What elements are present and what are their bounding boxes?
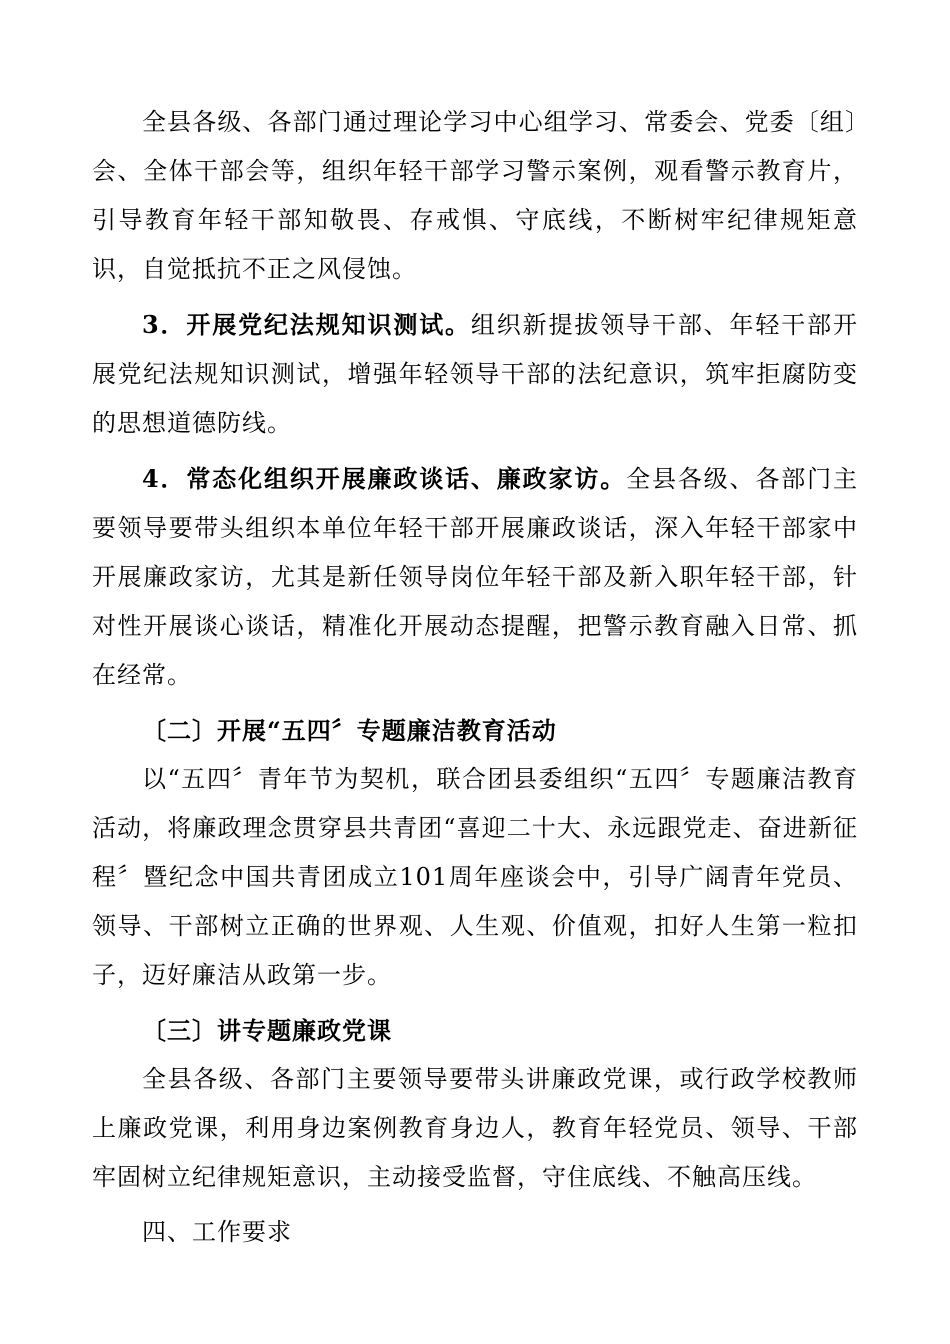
- section-3-heading: [92, 1006, 858, 1055]
- section-4-heading: [92, 1208, 858, 1257]
- section-2-heading: [92, 706, 858, 755]
- item-3-lead: 3．开展党纪法规知识测试。: [142, 310, 471, 339]
- section-3-body: 全县各级、各部门主要领导要带头讲廉政党课，或行政学校教师上廉政党课，利用身边案例教育身边人，教育年轻党员、领导、干部牢固树立纪律规矩意识，主动接受监督，守住底线、不触高压线。: [92, 1065, 858, 1191]
- section-4-heading-text: 四、工作要求: [142, 1218, 292, 1246]
- section-2-heading-text: 〔二〕开展“五四〞专题廉洁教育活动: [142, 716, 557, 745]
- item-4-lead: 4．常态化组织开展廉政谈话、廉政家访。: [142, 464, 627, 493]
- section-3-paragraph: [92, 1055, 858, 1202]
- item-4-paragraph: [92, 454, 858, 700]
- section-3-heading-text: 〔三〕讲专题廉政党课: [142, 1016, 392, 1045]
- item-3-paragraph: [92, 300, 858, 448]
- paragraph-warning-education: [92, 98, 858, 294]
- section-2-paragraph: [92, 755, 858, 1000]
- item-3-body: 组织新提拔领导干部、年轻干部开展党纪法规知识测试，增强年轻领导干部的法纪意识，筑牢拒腐防变的思想道德防线。: [92, 311, 859, 437]
- document-body: [92, 98, 858, 1257]
- section-2-body: 以“五四〞青年节为契机，联合团县委组织“五四〞专题廉洁教育活动，将廉政理念贯穿县共青团“喜迎二十大、永远跟党走、奋进新征程〞暨纪念中国共青团成立101周年座谈会中，引导广阔青年党员、领导、干部树立正确的世界观、人生观、价值观，扣好人生第一粒扣子，迈好廉洁从政第一步。: [92, 765, 858, 989]
- item-4-body: 全县各级、各部门主要领导要带头组织本单位年轻干部开展廉政谈话，深入年轻干部家中开展廉政家访，尤其是新任领导岗位年轻干部及新入职年轻干部，针对性开展谈心谈话，精准化开展动态提醒，把警示教育融入日常、抓在经常。: [92, 465, 858, 689]
- paragraph-text: 全县各级、各部门通过理论学习中心组学习、常委会、党委〔组〕会、全体干部会等，组织年轻干部学习警示案例，观看警示教育片，引导教育年轻干部知敬畏、存戒惧、守底线，不断树牢纪律规矩意识，自觉抵抗不正之风侵蚀。: [92, 108, 858, 283]
